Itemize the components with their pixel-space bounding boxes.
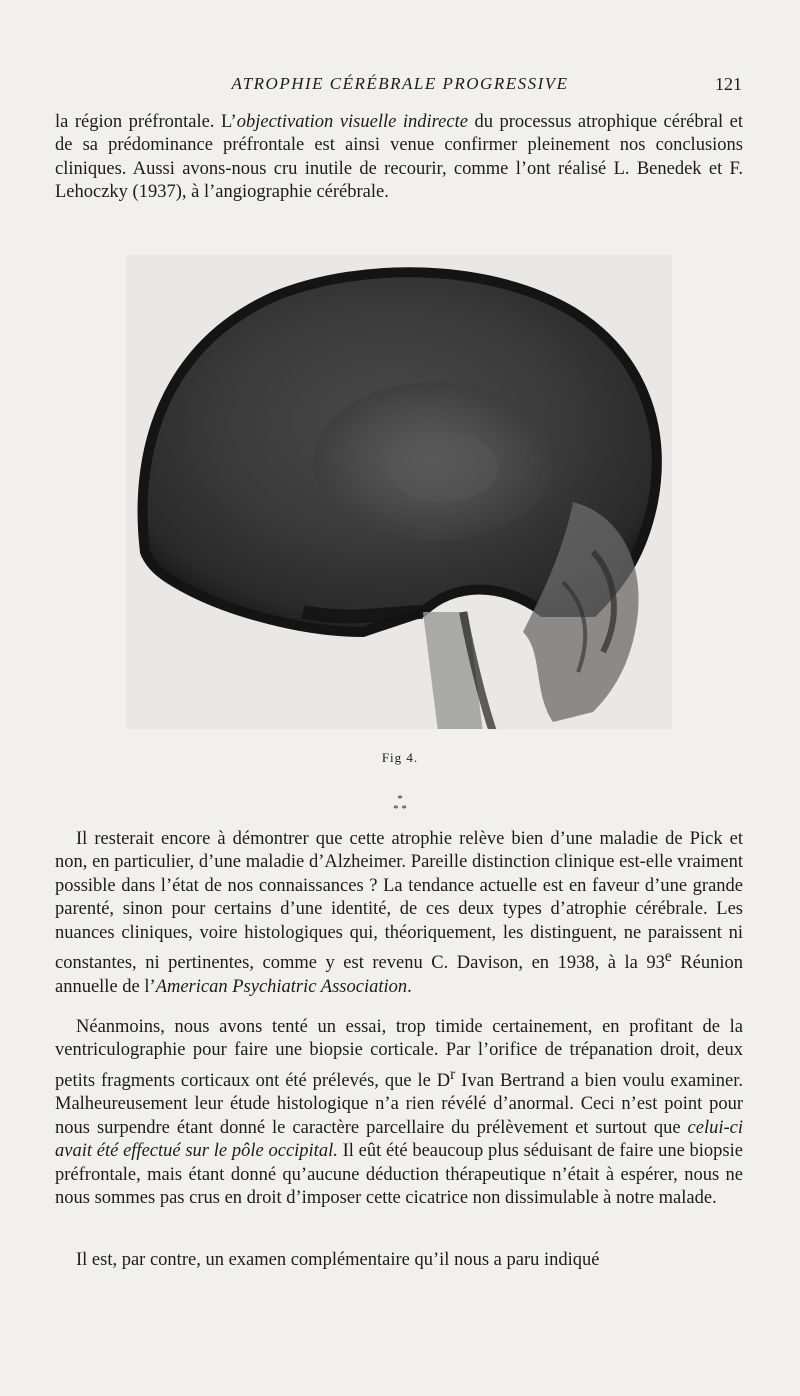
paragraph-3-italic: celui-ci avait été effectué sur le pôle occipital. <box>55 1117 743 1162</box>
separator-star-top: * <box>397 793 403 805</box>
paragraph-1-text-b: du processus atrophique cérébral et de sa prédominance préfrontale est ainsi venue confirmer pleinement nos conclusions cliniques. Aussi avons-nous cru inutile de recourir, comme l’ont réalisé L. Benedek et F. Lehoczky (1937), à l’angiographie cérébrale. <box>55 112 743 203</box>
section-separator <box>0 794 800 814</box>
paragraph-4 <box>55 1249 743 1272</box>
paragraph-1-text-a: la région préfrontale. L’ <box>55 112 237 132</box>
paragraph-1 <box>55 111 743 205</box>
paragraph-1-italic: objectivation visuelle indirecte <box>236 112 468 132</box>
skull-xray-image <box>123 252 675 732</box>
paragraph-3-text-c: Il eût été beaucoup plus séduisant de faire une biopsie préfrontale, mais étant donné qu’aucune déduction thérapeutique n’était à espérer, nous ne nous sommes pas crus en droit d’imposer cette cicatrice non dissimulable à notre malade. <box>55 1141 743 1208</box>
separator-star-bottom: * * <box>393 803 407 815</box>
running-head <box>0 72 800 98</box>
paragraph-2-superscript: e <box>664 948 672 966</box>
paragraph-2-text-c: . <box>407 976 412 997</box>
paragraph-2 <box>55 828 743 999</box>
paragraph-3-superscript: r <box>450 1065 456 1083</box>
paragraph-3-text-b: Ivan Bertrand a bien voulu examiner. Malheureusement leur étude histologique n’a rien révélé d’anormal. Ceci n’est point pour nous surpendre étant donné le caractère parcellaire du prélèvement et surtout que <box>55 1070 743 1138</box>
paragraph-2-text-b: Réunion annuelle de l’ <box>55 953 743 997</box>
paragraph-4-text: Il est, par contre, un examen complémentaire qu’il nous a paru indiqué <box>76 1250 600 1270</box>
paragraph-2-italic: American Psychiatric Association <box>155 976 408 997</box>
running-title: ATROPHIE CÉRÉBRALE PROGRESSIVE <box>231 74 569 93</box>
skull-xray-figure <box>123 252 675 732</box>
paragraph-3-text-a: Néanmoins, nous avons tenté un essai, trop timide certainement, en profitant de la ventriculographie pour faire une biopsie corticale. Par l’orifice de trépanation droit, deux petits fragments corticaux ont été prélevés, que le D <box>55 1017 743 1091</box>
page-number: 121 <box>715 74 742 94</box>
paragraph-2-text-a: Il resterait encore à démontrer que cette atrophie relève bien d’une maladie de Pick et non, en particulier, d’une maladie d’Alzheimer. Pareille distinction clinique est-elle vraiment possible dans l’état de nos connaissances ? La tendance actuelle est en faveur d’une grande parenté, sinon pour certains d’une identité, de ces deux types d’atrophie cérébrale. Les nuances cliniques, voire histologiques qui, théoriquement, les distinguent, ne paraissent ni constantes, ni pertinentes, comme y est revenu C. Davison, en 1938, à la 93 <box>55 829 743 974</box>
paragraph-3 <box>55 1016 743 1210</box>
figure-caption: Fig 4. <box>381 750 419 765</box>
